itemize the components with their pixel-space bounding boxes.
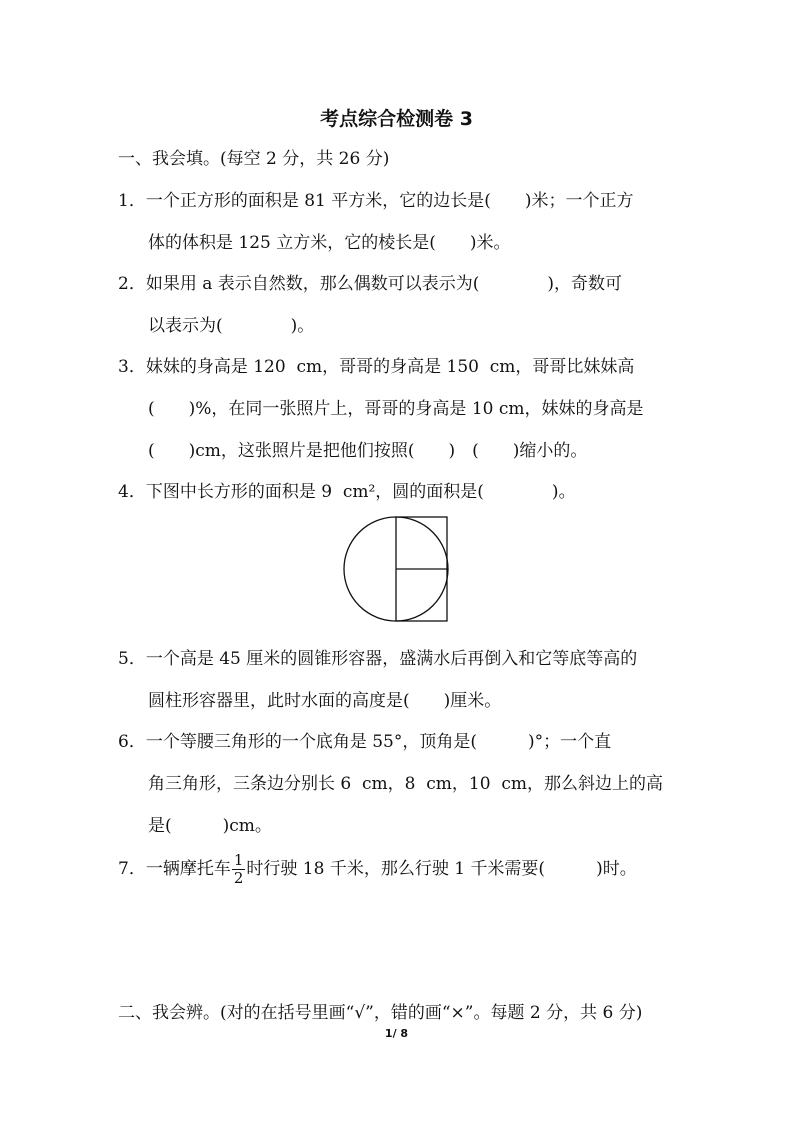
question-2-line-2: 以表示为( )。 [148, 316, 315, 336]
question-7-text-before: 7．一辆摩托车 [118, 859, 231, 879]
question-6-line-2: 角三角形，三条边分别长 6 cm，8 cm，10 cm，那么斜边上的高 [148, 774, 664, 794]
fraction-numerator: 1 [233, 851, 244, 869]
fraction-denominator: 2 [233, 869, 244, 887]
question-2-line-1: 2．如果用 a 表示自然数，那么偶数可以表示为( )，奇数可 [118, 274, 623, 294]
question-3-line-3: ( )cm，这张照片是把他们按照( ) ( )缩小的。 [148, 441, 588, 461]
section-heading: 一、我会填。(每空 2 分，共 26 分) [118, 149, 390, 169]
question-6-line-3: 是( )cm。 [148, 816, 272, 836]
question-6-line-1: 6．一个等腰三角形的一个底角是 55°，顶角是( )°；一个直 [118, 732, 612, 752]
fraction [232, 852, 246, 887]
section-2-heading: 二、我会辨。(对的在括号里画“√”，错的画“×”。每题 2 分，共 6 分) [118, 1003, 643, 1023]
question-7-text-after: 时行驶 18 千米，那么行驶 1 千米需要( )时。 [246, 859, 637, 879]
page-number: 1/ 8 [384, 1027, 409, 1040]
question-5-line-2: 圆柱形容器里，此时水面的高度是( )厘米。 [148, 691, 502, 711]
question-1-line-1: 1．一个正方形的面积是 81 平方米，它的边长是( )米；一个正方 [118, 191, 634, 211]
question-3-line-1: 3．妹妹的身高是 120 cm，哥哥的身高是 150 cm，哥哥比妹妹高 [118, 357, 635, 377]
question-5-line-1: 5．一个高是 45 厘米的圆锥形容器，盛满水后再倒入和它等底等高的 [118, 649, 638, 669]
question-4-line-1: 4．下图中长方形的面积是 9 cm²，圆的面积是( )。 [118, 482, 576, 502]
question-1-line-2: 体的体积是 125 立方米，它的棱长是( )米。 [148, 233, 511, 253]
page-title: 考点综合检测卷 3 [320, 108, 473, 130]
question-7 [118, 852, 637, 887]
question-3-line-2: ( )%，在同一张照片上，哥哥的身高是 10 cm，妹妹的身高是 [148, 399, 644, 419]
